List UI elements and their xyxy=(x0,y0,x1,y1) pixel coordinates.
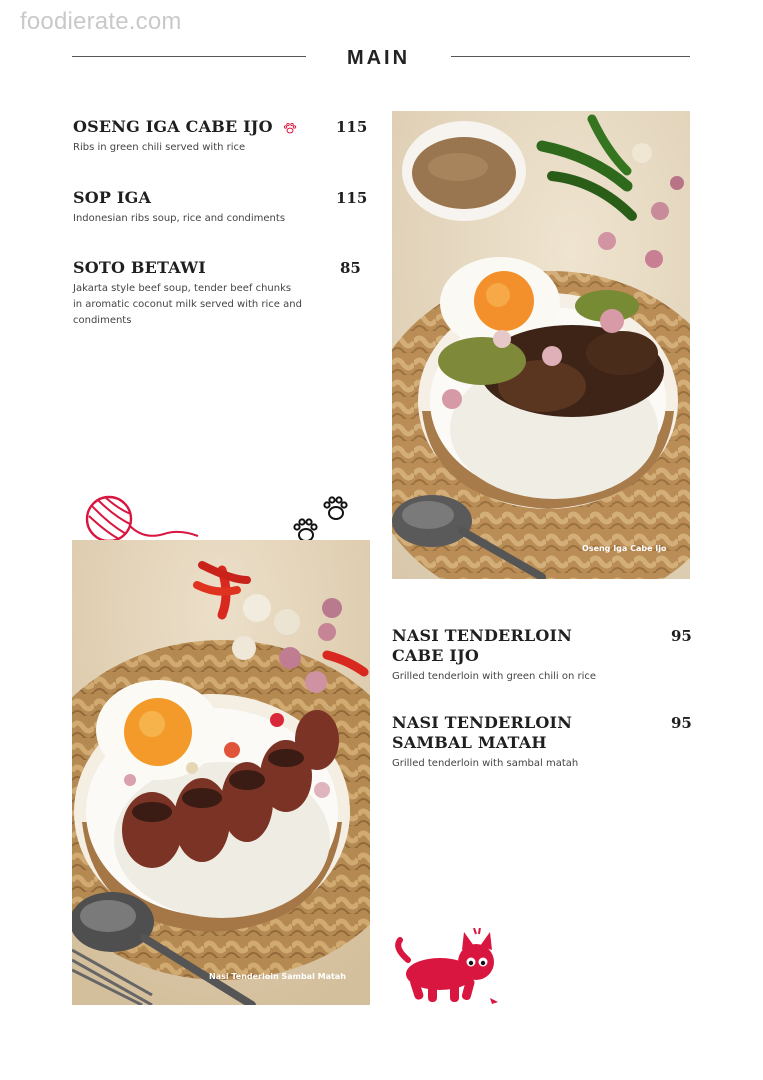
item-description: Indonesian ribs soup, rice and condiments xyxy=(73,213,286,224)
item-name: SOP IGA xyxy=(73,188,152,207)
photo-nasi-tenderloin xyxy=(72,540,370,1005)
item-price: 115 xyxy=(336,189,368,207)
item-name: NASI TENDERLOIN CABE IJO xyxy=(392,626,573,665)
item-description: Jakarta style beef soup, tender beef chunks in aromatic coconut milk served with rice and condiments xyxy=(73,283,302,326)
item-name: OSENG IGA CABE IJO xyxy=(73,117,360,137)
menu-item-sop-iga xyxy=(73,188,368,227)
menu-item-soto-betawi xyxy=(73,258,360,329)
photo-caption: Nasi Tenderloin Sambal Matah xyxy=(209,972,346,981)
item-price: 95 xyxy=(671,714,692,732)
cat-icon xyxy=(394,928,502,1008)
item-name: SOTO BETAWI xyxy=(73,258,206,277)
yarn-ball-icon xyxy=(84,494,200,544)
item-price: 85 xyxy=(340,259,361,277)
header-rule-right xyxy=(451,56,690,57)
nasi-tenderloin-dish-illustration xyxy=(72,540,370,1005)
item-description: Grilled tenderloin with green chili on rice xyxy=(392,671,597,682)
item-description: Ribs in green chili served with rice xyxy=(73,142,246,153)
section-title: MAIN xyxy=(346,47,411,69)
menu-item-oseng-iga xyxy=(73,117,368,156)
watermark: foodierate.com xyxy=(20,8,182,35)
item-price: 95 xyxy=(671,627,692,645)
item-name: NASI TENDERLOIN SAMBAL MATAH xyxy=(392,713,573,752)
paw-print-icon xyxy=(283,122,297,134)
item-price: 115 xyxy=(336,118,368,136)
menu-item-nasi-tenderloin-cabe-ijo xyxy=(392,626,692,685)
header-rule-left xyxy=(72,56,306,57)
photo-caption: Oseng Iga Cabe Ijo xyxy=(582,544,667,553)
photo-oseng-iga xyxy=(392,111,690,579)
menu-item-nasi-tenderloin-sambal-matah xyxy=(392,713,692,772)
oseng-iga-dish-illustration xyxy=(392,111,690,579)
item-description: Grilled tenderloin with sambal matah xyxy=(392,758,579,769)
